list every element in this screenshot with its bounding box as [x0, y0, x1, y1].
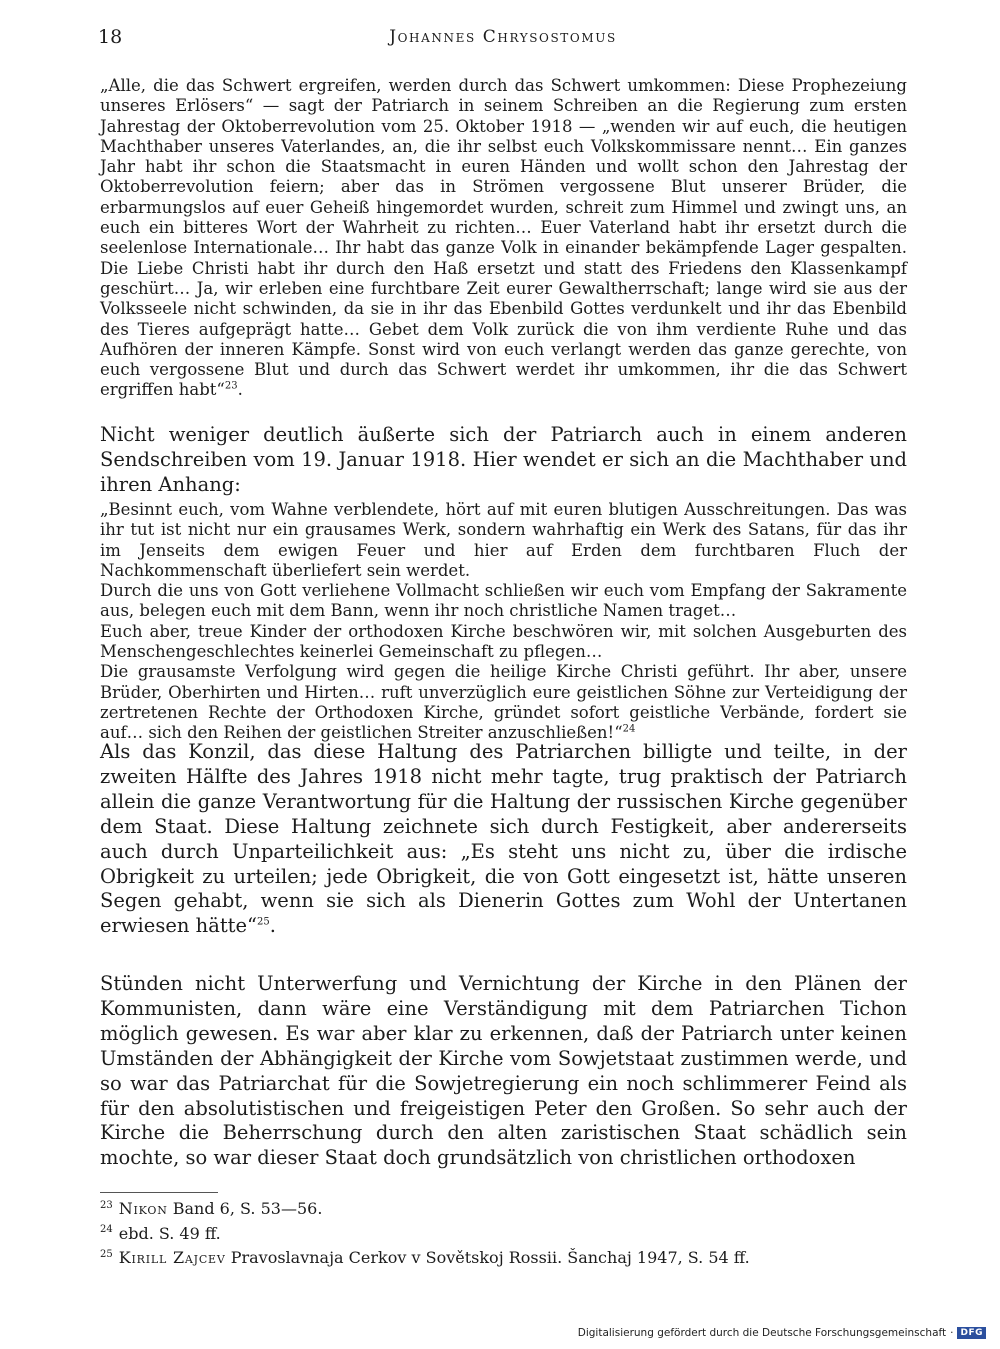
quote-block-2	[100, 500, 907, 744]
footnote-24	[100, 1222, 907, 1247]
footnote-ref-24[interactable]: 24	[622, 723, 636, 735]
running-title: Johannes Chrysostomus	[389, 27, 617, 47]
quote-2-para-2: Durch die uns von Gott verliehene Vollmacht schließen wir euch vom Empfang der Sakramente aus, belegen euch mit dem Bann, wenn ihr noch christliche Namen traget…	[100, 581, 907, 621]
footnote-text: Band 6, S. 53—56.	[172, 1199, 323, 1218]
paragraph-3	[100, 972, 907, 1171]
footnote-divider	[100, 1192, 218, 1193]
quote-2-para-3: Euch aber, treue Kinder der orthodoxen Kirche beschwören wir, mit solchen Ausgeburten des Menschengeschlechtes keinerlei Gemeinschaft zu pflegen…	[100, 621, 907, 662]
footnote-23	[100, 1197, 907, 1222]
page-header	[98, 26, 908, 52]
footnote-number: 25	[100, 1248, 113, 1260]
dfg-logo: DFG	[957, 1327, 986, 1339]
paragraph-3-text: Stünden nicht Unterwerfung und Vernichtung der Kirche in den Plänen der Kommunisten, dann wäre eine Verständigung mit dem Patriarchen Tichon möglich gewesen. Es war aber klar zu erkennen, daß der Patriarch unter keinen Umständen der Abhängigkeit der Kirche vom Sowjetstaat zustimmen werde, und so war das Patriarchat für die Sowjetregierung ein noch schlimmerer Feind als für den absolutistischen und freigeistigen Peter den Großen. So sehr auch der Kirche die Beherrschung durch den alten zaristischen Staat schädlich sein mochte, so war dieser Staat doch grundsätzlich von christlichen orthodoxen	[100, 972, 907, 1170]
quote-2-para-4: Die grausamste Verfolgung wird gegen die heilige Kirche Christi geführt. Ihr aber, unsere Brüder, Oberhirten und Hirten… ruft unverzüglich eure geistlichen Söhne zur Verteidigung der zertretenen Rechte der Orthodoxen Kirche, gründet sofort geistliche Verbände, fordert sie auf… sich den Reihen der geistlichen Streiter anzuschließen!“	[100, 662, 907, 743]
digitization-credit: Digitalisierung gefördert durch die Deutsche Forschungsgemeinschaft · DFG	[578, 1327, 986, 1339]
page-number: 18	[98, 26, 123, 48]
paragraph-1	[100, 423, 907, 498]
footnote-author: Nikon	[118, 1199, 168, 1218]
footnote-25	[100, 1246, 907, 1271]
footnote-number: 23	[100, 1199, 113, 1211]
paragraph-2-text: Als das Konzil, das diese Haltung des Patriarchen billigte und teilte, in der zweiten Hälfte des Jahres 1918 nicht mehr tagte, trug praktisch der Patriarch allein die ganze Verantwortung für die Haltung der russischen Kirche gegenüber dem Staat. Diese Haltung zeichnete sich durch Festigkeit, aber andererseits auch durch Unparteilichkeit aus: „Es steht uns nicht zu, über die irdische Obrigkeit zu urteilen; jede Obrigkeit, die von Gott eingesetzt ist, hätte unseren Segen gehabt, wenn sie sich als Dienerin Gottes zum Wohl der Untertanen erwiesen hätte“	[100, 740, 907, 938]
quote-2-para-1: „Besinnt euch, vom Wahne verblendete, hört auf mit euren blutigen Ausschreitungen. Das was ihr tut ist nicht nur ein grausames Werk, sondern wahrhaftig ein Werk des Satans, für das ihr im Jenseits dem ewigen Feuer und hier auf Erden dem furchtbaren Fluch der Nachkommenschaft überliefert sein werdet.	[100, 500, 907, 580]
quote-1-text: „Alle, die das Schwert ergreifen, werden durch das Schwert umkommen: Diese Prophezeiung unseres Erlösers“ — sagt der Patriarch in seinem Schreiben an die Regierung zum ersten Jahrestag der Oktoberrevolution vom 25. Oktober 1918 — „wenden wir auf euch, die heutigen Machthaber unseres Vaterlandes, an, die ihr selbst euch Volkskommissare nennt… Ein ganzes Jahr habt ihr schon die Staatsmacht in euren Händen und wollt schon den Jahrestag der Oktoberrevolution feiern; aber das in Strömen vergossene Blut unserer Brüder, die erbarmungslos auf euer Geheiß hingemordet wurden, schreit zum Himmel und zwingt uns, an euch ein bitteres Wort der Wahrheit zu richten… Euer Vaterland habt ihr ersetzt durch die seelenlose Internationale… Ihr habt das ganze Volk in einander bekämpfende Lager gespalten. Die Liebe Christi habt ihr durch den Haß ersetzt und statt des Friedens den Klassenkampf geschürt… Ja, wir erleben eine furchtbare Zeit eurer Gewaltherrschaft; lange wird sie aus der Volksseele nicht schwinden, da sie in ihr das Ebenbild Gottes verdunkelt und ihr das Ebenbild des Tieres aufgeprägt hatte… Gebet dem Volk zurück die von ihm verdiente Ruhe und das Aufhören der inneren Kämpfe. Sonst wird von euch verlangt werden das ganze gerechte, von euch vergossene Blut und durch das Schwert werdet ihr umkommen, ihr die das Schwert ergriffen habt“	[100, 76, 907, 400]
footnote-author: Kirill Zajcev	[118, 1248, 226, 1267]
quote-block-1: „Alle, die das Schwert ergreifen, werden durch das Schwert umkommen: Diese Prophezeiung unseres Erlösers“ — sagt der Patriarch in seinem Schreiben an die Regierung zum ersten Jahrestag der Oktoberrevolution vom 25. Oktober 1918 — „wenden wir auf euch, die heutigen Machthaber unseres Vaterlandes, an, die ihr selbst euch Volkskommissare nennt… Ein ganzes Jahr habt ihr schon die Staatsmacht in euren Händen und wollt schon den Jahrestag der Oktoberrevolution feiern; aber das in Strömen vergossene Blut unserer Brüder, die erbarmungslos auf euer Geheiß hingemordet wurden, schreit zum Himmel und zwingt uns, an euch ein bitteres Wort der Wahrheit zu richten… Euer Vaterland habt ihr ersetzt durch die seelenlose Internationale… Ihr habt das ganze Volk in einander bekämpfende Lager gespalten. Die Liebe Christi habt ihr durch den Haß ersetzt und statt des Friedens den Klassenkampf geschürt… Ja, wir erleben eine furchtbare Zeit eurer Gewaltherrschaft; lange wird sie aus der Volksseele nicht schwinden, da sie in ihr das Ebenbild Gottes verdunkelt und ihr das Ebenbild des Tieres aufgeprägt hatte… Gebet dem Volk zurück die von ihm verdiente Ruhe und das Aufhören der inneren Kämpfe. Sonst wird von euch verlangt werden das ganze gerechte, von euch vergossene Blut und durch das Schwert werdet ihr umkommen, ihr die das Schwert ergriffen habt“$^{23}$.	[100, 76, 907, 400]
paragraph-1-text: Nicht weniger deutlich äußerte sich der Patriarch auch in einem anderen Sendschreiben vom 19. Januar 1918. Hier wendet er sich an die Machthaber und ihren Anhang:	[100, 423, 907, 496]
paragraph-2: Als das Konzil, das diese Haltung des Patriarchen billigte und teilte, in der zweiten Hälfte des Jahres 1918 nicht mehr tagte, trug praktisch der Patriarch allein die ganze Verantwortung für die Haltung der russischen Kirche gegenüber dem Staat. Diese Haltung zeichnete sich durch Festigkeit, aber andererseits auch durch Unparteilichkeit aus: „Es steht uns nicht zu, über die irdische Obrigkeit zu urteilen; jede Obrigkeit, die von Gott eingesetzt ist, hätte unseren Segen gehabt, wenn sie sich als Dienerin Gottes zum Wohl der Untertanen erwiesen hätte“$^{25}$.	[100, 740, 907, 938]
footnotes	[100, 1192, 907, 1271]
footnote-text: Pravoslavnaja Cerkov v Sovětskoj Rossii. Šanchaj 1947, S. 54 ff.	[230, 1248, 750, 1267]
footnote-text: ebd. S. 49 ff.	[118, 1223, 221, 1243]
footnote-ref-23[interactable]: 23	[224, 380, 238, 392]
footnote-number: 24	[100, 1224, 113, 1236]
credit-text: Digitalisierung gefördert durch die Deutsche Forschungsgemeinschaft	[577, 1327, 947, 1339]
footnote-ref-25[interactable]: 25	[257, 916, 270, 928]
